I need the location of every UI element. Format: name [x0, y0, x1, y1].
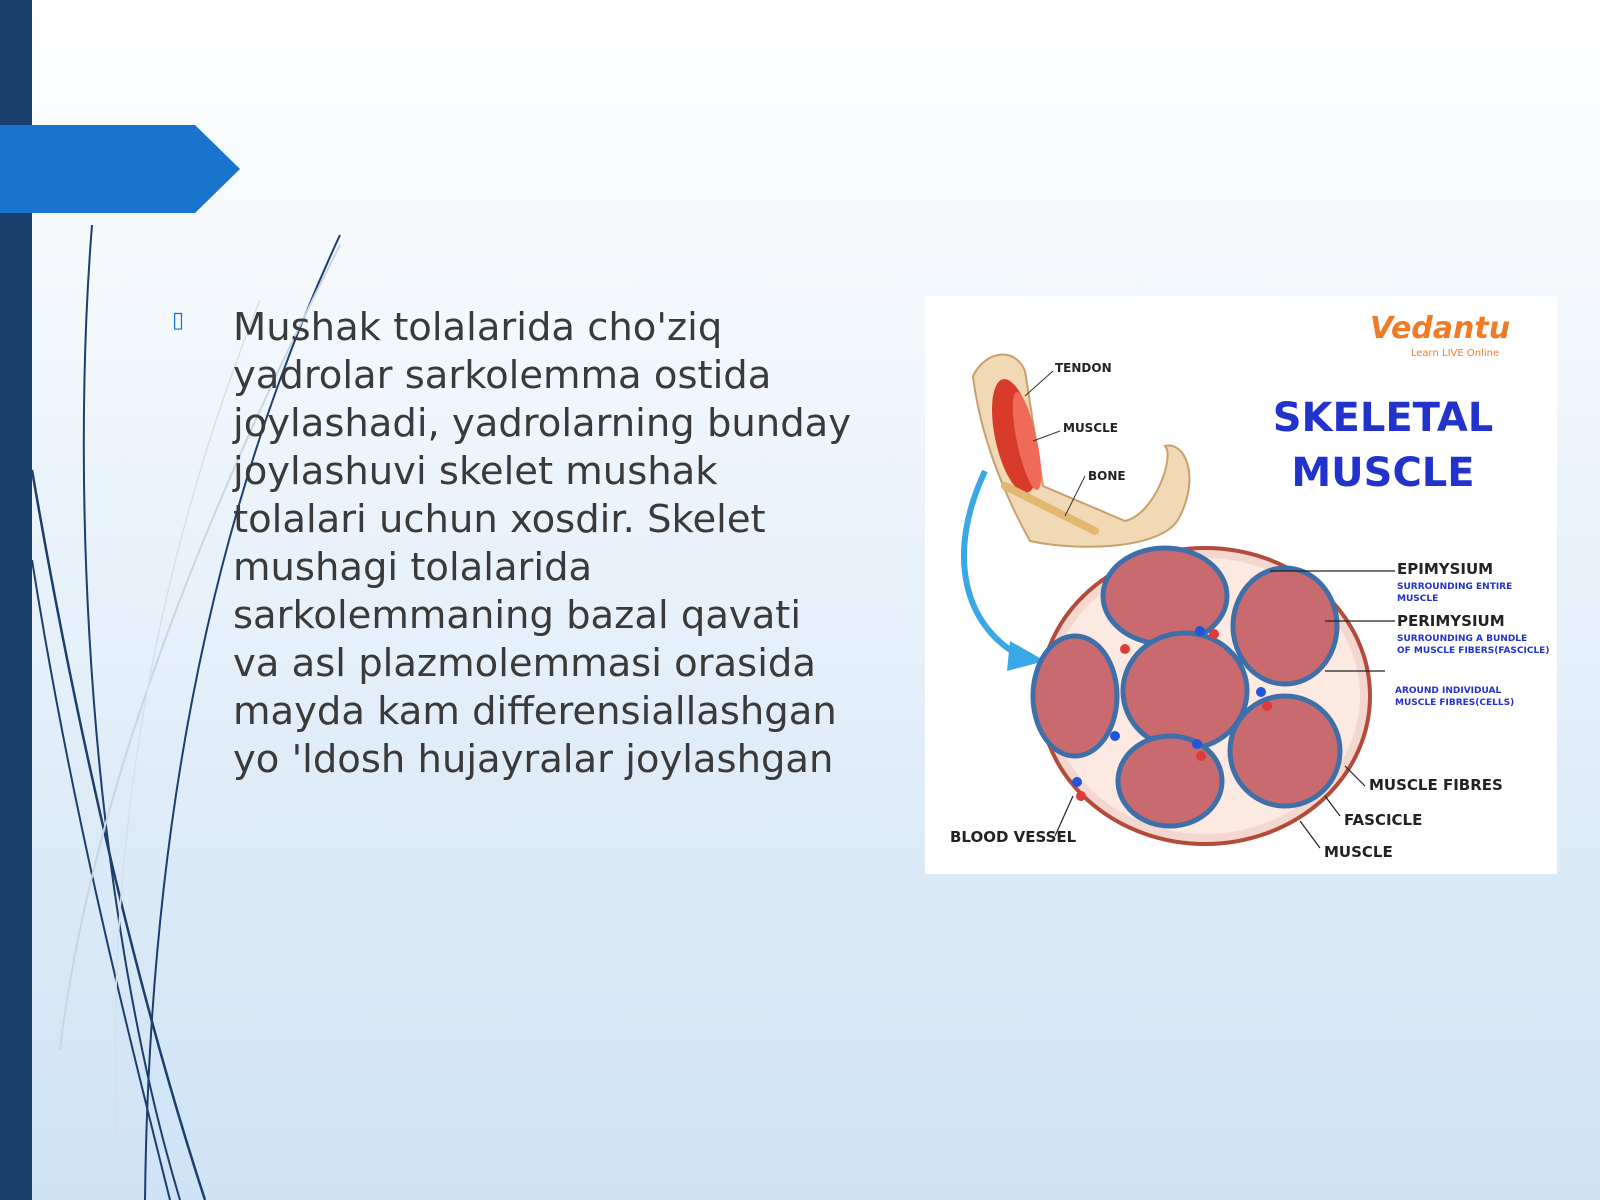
bullet-icon: ▯ — [172, 308, 185, 333]
label-epimysium: EPIMYSIUM — [1397, 560, 1494, 578]
label-muscle-arm: MUSCLE — [1063, 421, 1118, 435]
label-epimysium-desc1: SURROUNDING ENTIRE — [1397, 582, 1513, 592]
label-blood-vessel: BLOOD VESSEL — [950, 828, 1077, 846]
muscle-cross-section — [1033, 548, 1370, 844]
label-tendon: TENDON — [1055, 361, 1112, 375]
title-arrow-tab — [0, 125, 240, 213]
label-fascicle: FASCICLE — [1344, 811, 1423, 829]
figure-title-line1: SKELETAL — [1272, 395, 1494, 441]
figure-title-line2: MUSCLE — [1291, 450, 1475, 496]
label-endomysium-desc2: MUSCLE FIBRES(CELLS) — [1395, 698, 1515, 708]
label-muscle: MUSCLE — [1324, 843, 1393, 861]
label-perimysium: PERIMYSIUM — [1397, 612, 1505, 630]
body-text: Mushak tolalarida cho'ziq yadrolar sarkolemma ostida joylashadi, yadrolarning bunday joylashuvi skelet mushak tolalari uchun xosdir. Skelet mushagi tolalarida sarkolemmaning bazal qavati va asl plazmolemmasi orasida mayda kam differensiallashgan yo 'ldosh hujayralar joylashgan — [233, 305, 852, 782]
label-perimysium-desc2: OF MUSCLE FIBERS(FASCICLE) — [1397, 646, 1550, 656]
label-epimysium-desc2: MUSCLE — [1397, 594, 1439, 604]
label-bone: BONE — [1088, 469, 1126, 483]
label-muscle-fibres: MUSCLE FIBRES — [1369, 776, 1503, 794]
arm-illustration — [973, 355, 1189, 547]
logo-tagline: Learn LIVE Online — [1410, 348, 1500, 359]
label-perimysium-desc1: SURROUNDING A BUNDLE — [1397, 634, 1528, 644]
skeletal-muscle-figure — [925, 296, 1557, 874]
logo-text: Vedantu — [1369, 311, 1511, 346]
label-endomysium-desc1: AROUND INDIVIDUAL — [1395, 686, 1502, 696]
